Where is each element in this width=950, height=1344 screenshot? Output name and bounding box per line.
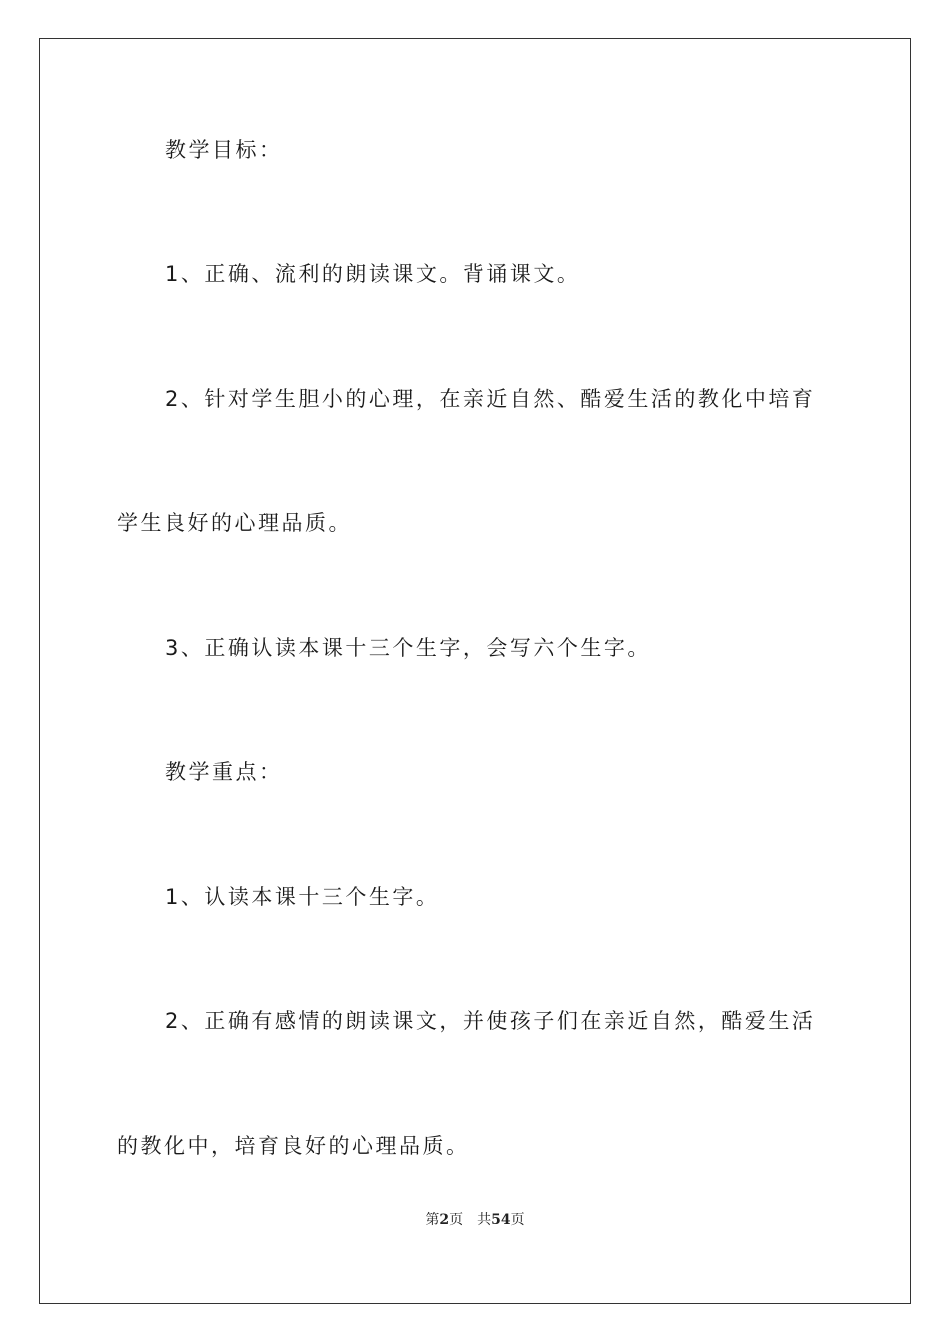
page-label-prefix: 第 xyxy=(425,1212,440,1228)
total-label-suffix: 页 xyxy=(510,1212,525,1228)
objective-item-2-line-1: 2、针对学生胆小的心理，在亲近自然、酷爱生活的教化中培育 xyxy=(165,387,816,411)
objective-item-2-line-2: 学生良好的心理品质。 xyxy=(117,511,352,535)
key-point-item-2-line-1: 2、正确有感情的朗读课文，并使孩子们在亲近自然，酷爱生活 xyxy=(165,1009,816,1033)
total-label-prefix: 共 xyxy=(477,1212,492,1228)
key-point-item-2-line-2: 的教化中，培育良好的心理品质。 xyxy=(117,1134,470,1158)
page-footer xyxy=(0,1211,950,1229)
objective-item-3: 3、正确认读本课十三个生字，会写六个生字。 xyxy=(165,636,651,660)
page-number: 2 xyxy=(439,1212,450,1228)
page-label-suffix: 页 xyxy=(449,1212,464,1228)
key-point-item-1: 1、认读本课十三个生字。 xyxy=(165,885,440,909)
total-pages: 54 xyxy=(491,1212,511,1228)
objective-item-1: 1、正确、流利的朗读课文。背诵课文。 xyxy=(165,262,581,286)
section-heading-key-points: 教学重点： xyxy=(165,760,283,784)
section-heading-objectives: 教学目标： xyxy=(165,138,283,162)
page-frame xyxy=(39,38,911,1304)
